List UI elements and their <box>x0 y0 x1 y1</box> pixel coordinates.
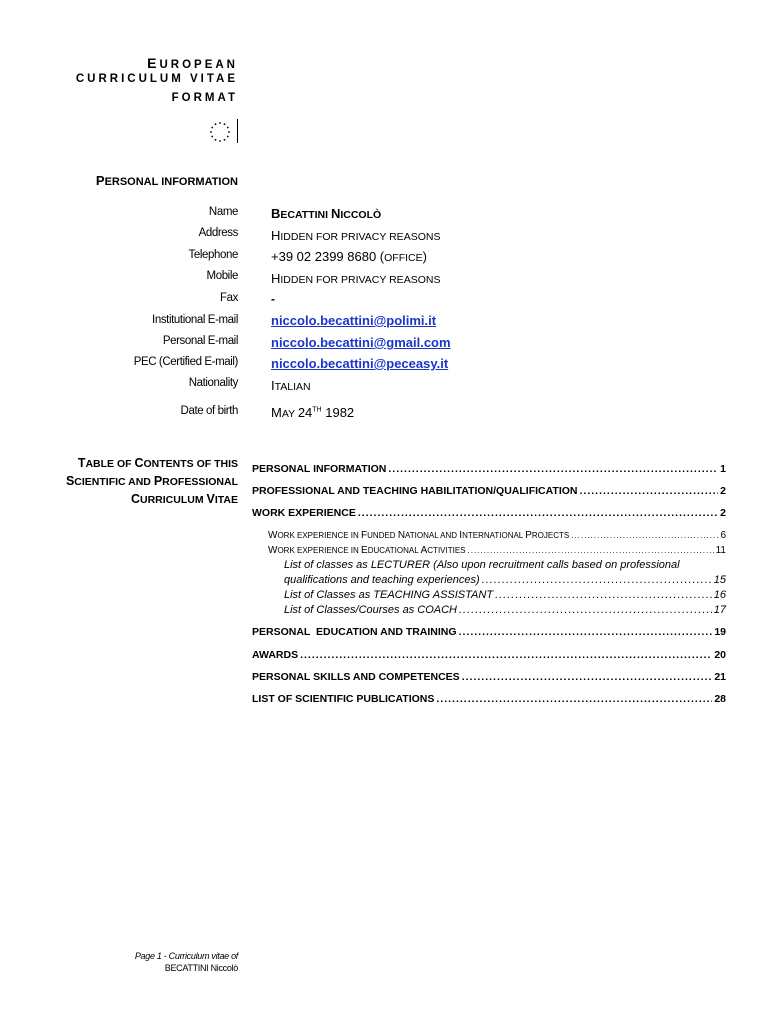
cv-header-line1: EUROPEAN <box>147 55 238 71</box>
personal-email-link[interactable]: niccolo.becattini@gmail.com <box>271 335 451 350</box>
mobile-label: Mobile <box>206 270 238 282</box>
telephone-label: Telephone <box>188 249 238 261</box>
toc-entry-educational-activities[interactable]: WORK EXPERIENCE IN EDUCATIONAL ACTIVITIES ..... 11 <box>268 545 726 556</box>
address-label: Address <box>198 227 238 239</box>
toc-entry-publications[interactable]: LIST OF SCIENTIFIC PUBLICATIONS ..... 28 <box>252 693 726 705</box>
address-value: HIDDEN FOR PRIVACY REASONS <box>271 228 441 243</box>
toc-entry-education-training[interactable]: PERSONAL EDUCATION AND TRAINING ..... 19 <box>252 626 726 638</box>
eu-stars-icon <box>209 121 231 143</box>
page-footer <box>135 950 238 974</box>
institutional-email-link[interactable]: niccolo.becattini@polimi.it <box>271 313 437 328</box>
telephone-value: +39 02 2399 8680 (OFFICE) <box>271 249 427 264</box>
fax-label: Fax <box>220 292 238 304</box>
name-label: Name <box>208 206 238 218</box>
toc-title: TABLE OF CONTENTS OF THIS SCIENTIFIC AND PROFESSIONAL CURRICULUM VITAE <box>65 456 238 506</box>
toc-entry-personal-information[interactable]: PERSONAL INFORMATION ..... 1 <box>252 463 726 475</box>
toc-entry-skills[interactable]: PERSONAL SKILLS AND COMPETENCES ..... 21 <box>252 671 726 683</box>
header-divider <box>237 119 238 143</box>
nationality-value: ITALIAN <box>271 378 311 393</box>
footer-line2: BECATTINI Niccolò <box>164 963 238 973</box>
birthdate-label: Date of birth <box>180 405 238 417</box>
cv-header-line3: FORMAT <box>171 92 238 104</box>
institutional-email-label: Institutional E-mail <box>152 314 238 326</box>
toc-entry-awards[interactable]: AWARDS ..... 20 <box>252 649 726 661</box>
footer-line1: Page 1 - Curriculum vitae of <box>134 951 238 961</box>
personal-info-heading: PERSONAL INFORMATION <box>95 173 238 188</box>
nationality-label: Nationality <box>188 377 238 389</box>
name-value: BECATTINI NICCOLÒ <box>271 206 382 221</box>
toc-entry-lecturer-line1[interactable]: List of classes as LECTURER (Also upon recruitment calls based on professional <box>284 559 680 571</box>
toc-entry-coach[interactable]: List of Classes/Courses as COACH ..... 17 <box>284 604 726 616</box>
mobile-value: HIDDEN FOR PRIVACY REASONS <box>271 271 441 286</box>
toc-entry-funded-projects[interactable]: WORK EXPERIENCE IN FUNDED NATIONAL AND INTERNATIONAL PROJECTS ..... 6 <box>268 530 726 541</box>
toc-entry-work-experience[interactable]: WORK EXPERIENCE ..... 2 <box>252 507 726 519</box>
fax-value: - <box>271 292 275 306</box>
pec-label: PEC (Certified E-mail) <box>133 356 238 368</box>
toc-entry-lecturer[interactable]: qualifications and teaching experiences) ..... 15 <box>284 574 726 586</box>
birthdate-value: MAY 24TH 1982 <box>271 405 355 420</box>
pec-email-link[interactable]: niccolo.becattini@peceasy.it <box>271 356 449 371</box>
toc-entry-habilitation[interactable]: PROFESSIONAL AND TEACHING HABILITATION/QUALIFICATION ..... 2 <box>252 485 726 497</box>
toc-entry-teaching-assistant[interactable]: List of Classes as TEACHING ASSISTANT ..... 16 <box>284 589 726 601</box>
cv-header-line2: CURRICULUM VITAE <box>75 73 238 85</box>
personal-email-label: Personal E-mail <box>162 335 238 347</box>
